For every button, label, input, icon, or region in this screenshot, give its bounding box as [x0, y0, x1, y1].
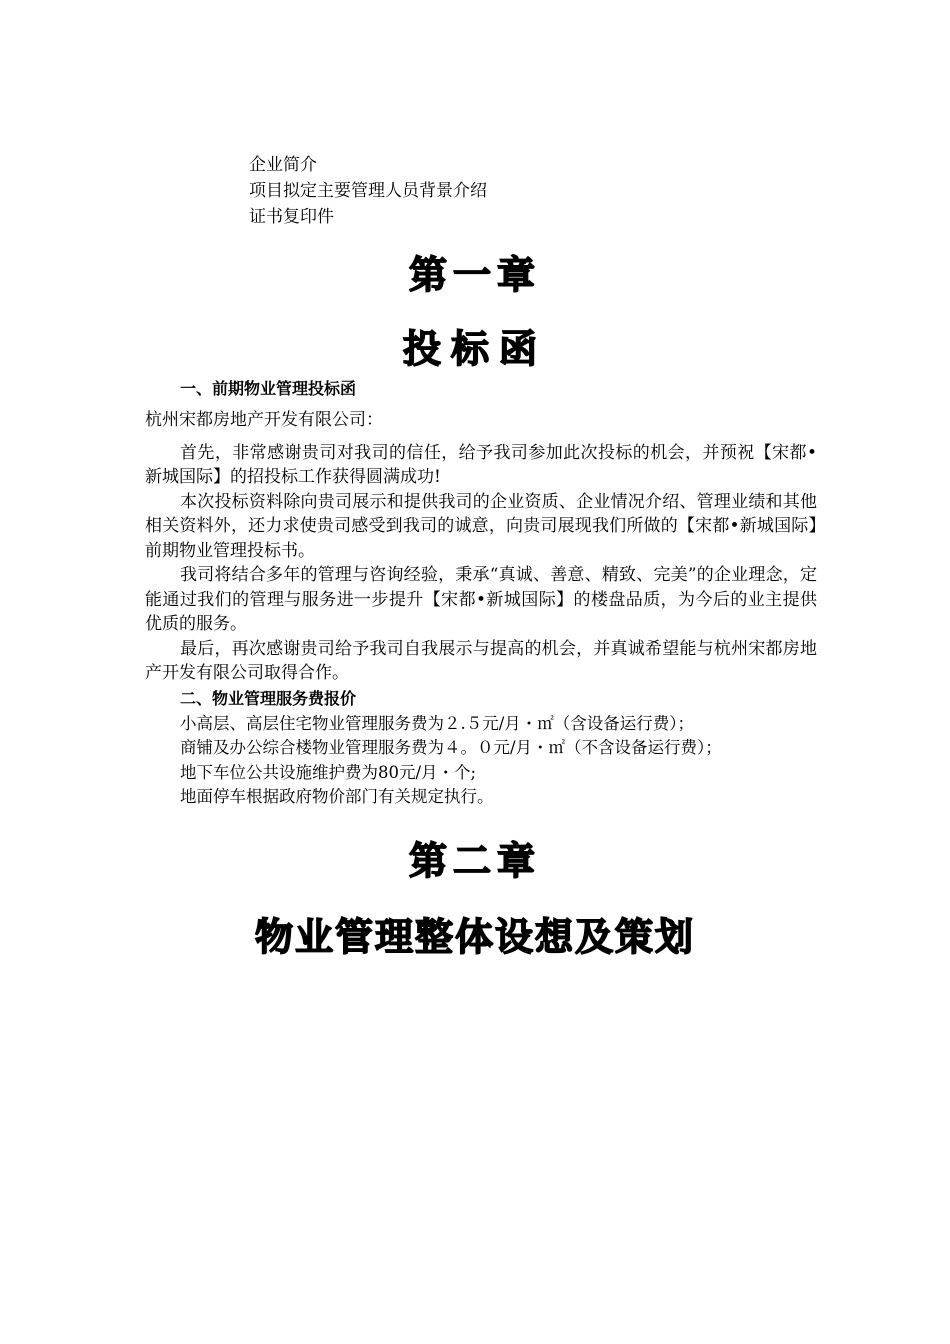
fee-item: 商铺及办公综合楼物业管理服务费为４。０元/月・㎡（不含设备运行费）； [180, 738, 722, 757]
paragraph: 我司将结合多年的管理与咨询经验，秉承“真诚、善意、精致、完美”的企业理念，定能通过我们的管理与服务进一步提升【宋都•新城国际】的楼盘品质，为今后的业主提供优质的服务。 [145, 565, 817, 634]
fee-item: 地下车位公共设施维护费为80元/月・个; [180, 762, 477, 782]
paragraph: 本次投标资料除向贵司展示和提供我司的企业资质、企业情况介绍、管理业绩和其他相关资料外，还力求使贵司感受到我司的诚意，向贵司展现我们所做的【宋都•新城国际】前期物业管理投标书。 [145, 491, 817, 561]
chapter-one-number: 第一章 [408, 253, 541, 297]
chapter-one-title: 投标函 [402, 327, 547, 371]
table-of-contents-fragment [249, 152, 487, 230]
fee-item: 地面停车根据政府物价部门有关规定执行。 [180, 787, 494, 806]
section-heading: 二、物业管理服务费报价 [180, 688, 357, 708]
chapter-two-number: 第二章 [408, 839, 541, 883]
paragraph: 最后，再次感谢贵司给予我司自我展示与提高的机会，并真诚希望能与杭州宋都房地产开发有限公司取得合作。 [145, 638, 817, 683]
section-heading: 一、前期物业管理投标函 [180, 379, 357, 398]
letter-addressee: 杭州宋都房地产开发有限公司： [145, 410, 383, 430]
toc-item: 项目拟定主要管理人员背景介绍 [249, 181, 487, 201]
paragraph: 首先，非常感谢贵司对我司的信任，给予我司参加此次投标的机会，并预祝【宋都•新城国际】的招投标工作获得圆满成功! [145, 442, 817, 487]
chapter-two-title: 物业管理整体设想及策划 [254, 915, 695, 959]
toc-item: 企业简介 [249, 155, 317, 175]
toc-item: 证书复印件 [249, 207, 334, 227]
letter-body [145, 376, 817, 810]
fee-item: 小高层、高层住宅物业管理服务费为２.５元/月・㎡（含设备运行费）； [180, 713, 695, 733]
